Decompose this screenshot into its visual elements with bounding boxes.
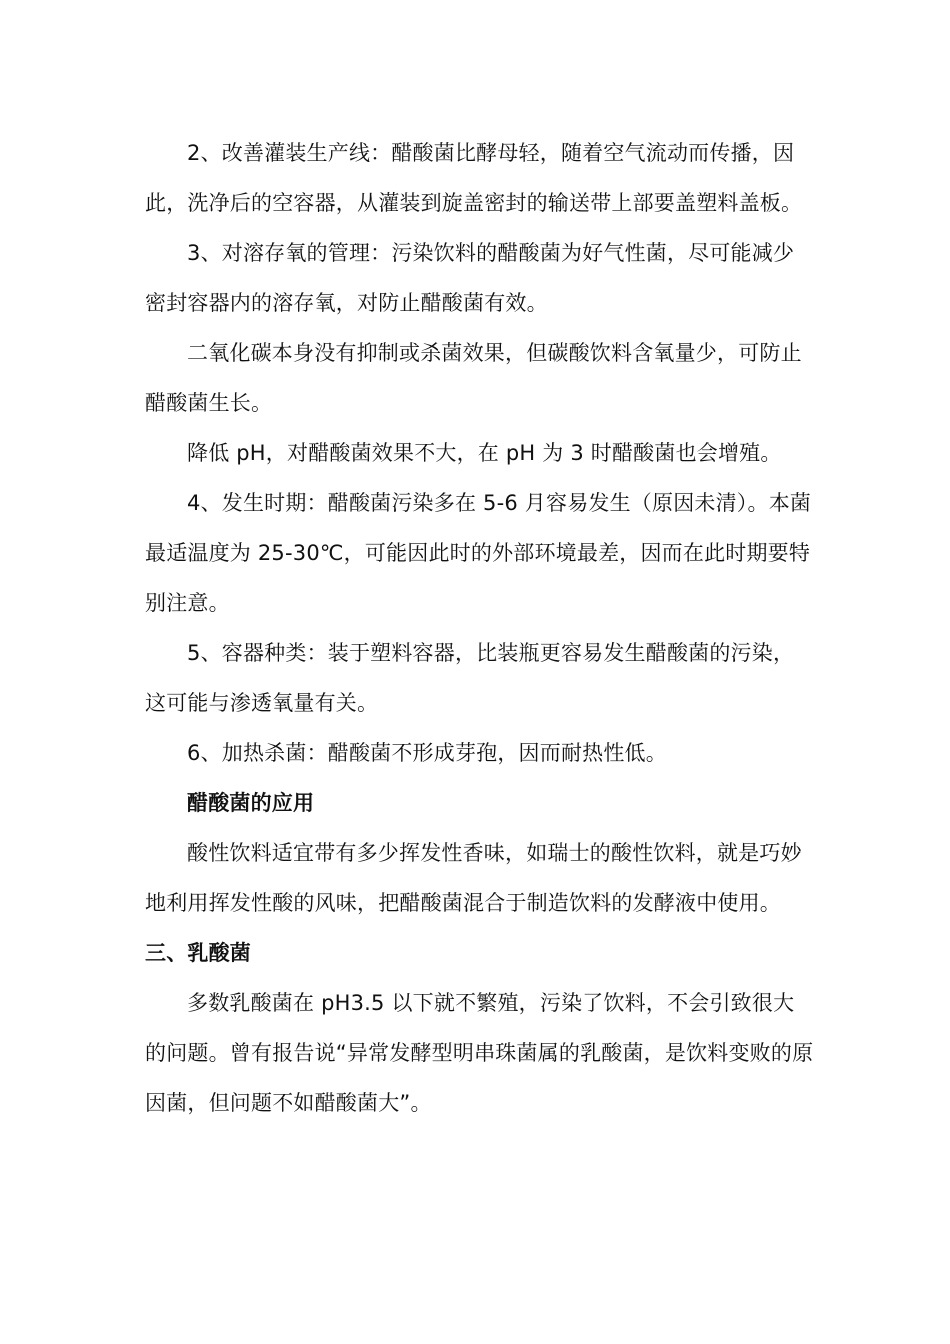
- paragraph-ph: 降低 pH，对醋酸菌效果不大，在 pH 为 3 时醋酸菌也会增殖。: [187, 441, 782, 465]
- document-body: [145, 128, 815, 1128]
- paragraph-acidic-beverage: 酸性饮料适宜带有多少挥发性香味，如瑞士的酸性饮料，就是巧妙地利用挥发性酸的风味，把醋酸菌混合于制造饮料的发酵液中使用。: [145, 841, 802, 915]
- paragraph-carbon-dioxide: 二氧化碳本身没有抑制或杀菌效果，但碳酸饮料含氧量少，可防止醋酸菌生长。: [145, 341, 802, 415]
- paragraph-heat-sterilization: 6、加热杀菌：醋酸菌不形成芽孢，因而耐热性低。: [187, 741, 667, 765]
- heading-acetic-bacteria-application: 醋酸菌的应用: [187, 791, 315, 815]
- paragraph-occurrence-period: 4、发生时期：醋酸菌污染多在 5-6 月容易发生（原因未清）。本菌最适温度为 25-30℃，可能因此时的外部环境最差，因而在此时期要特别注意。: [145, 491, 812, 615]
- paragraph-dissolved-oxygen: 3、对溶存氧的管理：污染饮料的醋酸菌为好气性菌，尽可能减少密封容器内的溶存氧，对防止醋酸菌有效。: [145, 241, 795, 315]
- paragraph-filling-line: 2、改善灌装生产线：醋酸菌比酵母轻，随着空气流动而传播，因此，洗净后的空容器，从灌装到旋盖密封的输送带上部要盖塑料盖板。: [145, 141, 803, 215]
- paragraph-container-type: 5、容器种类：装于塑料容器，比装瓶更容易发生醋酸菌的污染，这可能与渗透氧量有关。: [145, 641, 795, 715]
- paragraph-lactic-acid-bacteria: 多数乳酸菌在 pH3.5 以下就不繁殖，污染了饮料，不会引致很大的问题。曾有报告说“异常发酵型明串珠菌属的乳酸菌，是饮料变败的原因菌，但问题不如醋酸菌大”。: [145, 991, 814, 1115]
- heading-lactic-acid-bacteria: 三、乳酸菌: [145, 941, 251, 965]
